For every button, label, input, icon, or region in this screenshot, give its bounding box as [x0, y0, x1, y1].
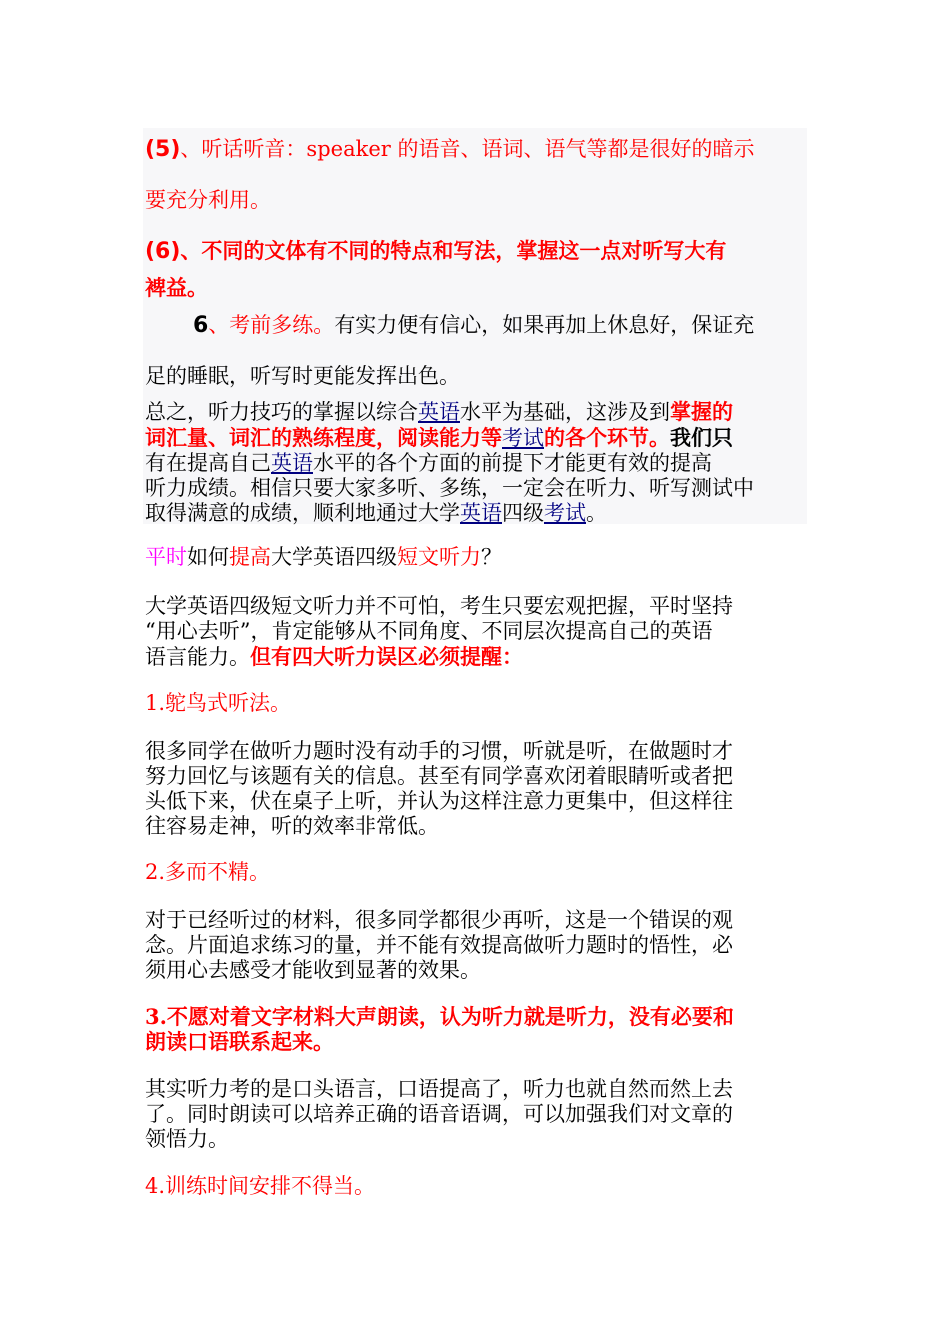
- tip-6-line2: 裨益。: [145, 275, 208, 300]
- tip-5-line1: (5)、听话听音：speaker 的语音、语词、语气等都是很好的暗示: [145, 137, 755, 162]
- tip-5-line2: 要充分利用。: [145, 188, 271, 212]
- article-intro: 大学英语四级短文听力并不可怕，考生只要宏观把握，平时坚持 “用心去听”，肯定能够从不同角度、不同层次提高自己的英语 语言能力。但有四大听力误区必须提醒：: [145, 594, 733, 669]
- paragraph-3: 其实听力考的是口头语言，口语提高了，听力也就自然而然上去 了。同时朗读可以培养正确的语音语调，可以加强我们对文章的 领悟力。: [145, 1077, 733, 1151]
- heading-2: 2.多而不精。: [145, 860, 271, 884]
- point-6-line2: 足的睡眠，听写时更能发挥出色。: [145, 364, 460, 388]
- heading-4: 4.训练时间安排不得当。: [145, 1174, 376, 1198]
- tip-5: [145, 137, 805, 162]
- english-link[interactable]: 英语: [271, 451, 313, 475]
- exam-link[interactable]: 考试: [544, 501, 586, 525]
- point-6: 6、考前多练。有实力便有信心，如果再加上休息好，保证充: [193, 313, 755, 338]
- tip-6-line1: (6)、不同的文体有不同的特点和写法，掌握这一点对听写大有: [145, 238, 727, 264]
- article-title: 平时如何提高大学英语四级短文听力？: [145, 545, 502, 569]
- english-link[interactable]: 英语: [460, 501, 502, 525]
- paragraph-1: 很多同学在做听力题时没有动手的习惯，听就是听，在做题时才 努力回忆与该题有关的信息。甚至有同学喜欢闭着眼睛听或者把 头低下来，伏在桌子上听，并认为这样注意力更集中，但这样往 往容易走神，听的效率非常低。: [145, 739, 733, 838]
- summary-paragraph: 总之，听力技巧的掌握以综合英语水平为基础，这涉及到掌握的 词汇量、词汇的熟练程度，阅读能力等考试的各个环节。我们只 有在提高自己英语水平的各个方面的前提下才能更有效的提高 听力成绩。相信只要大家多听、多练，一定会在听力、听写测试中 取得满意的成绩，顺利地通过大学英语四级考试。: [145, 399, 754, 525]
- english-link[interactable]: 英语: [418, 400, 460, 424]
- paragraph-2: 对于已经听过的材料，很多同学都很少再听，这是一个错误的观 念。片面追求练习的量，并不能有效提高做听力题时的悟性，必 须用心去感受才能收到显著的效果。: [145, 908, 733, 982]
- heading-1: 1.鸵鸟式听法。: [145, 691, 292, 715]
- heading-3: 3.不愿对着文字材料大声朗读，认为听力就是听力，没有必要和 朗读口语联系起来。: [145, 1004, 734, 1054]
- tip-6: [145, 238, 805, 264]
- exam-link[interactable]: 考试: [502, 426, 544, 450]
